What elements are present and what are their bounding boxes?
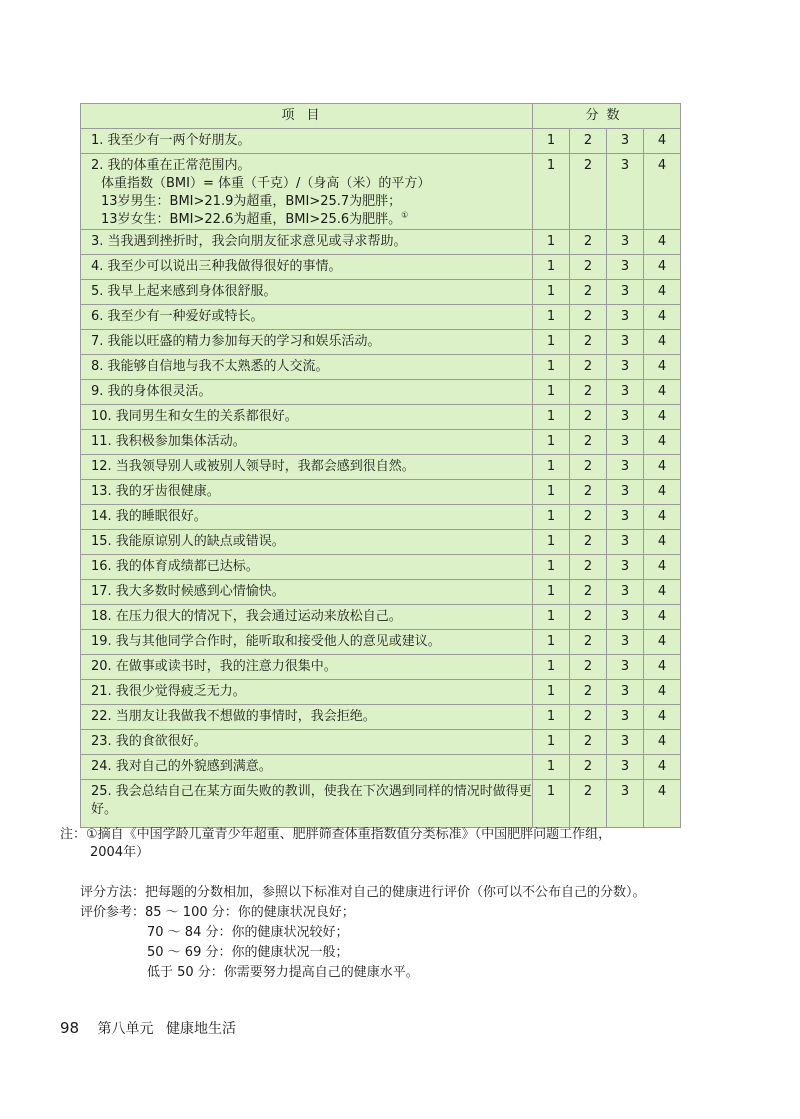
table-row bbox=[81, 430, 681, 455]
table-row bbox=[81, 305, 681, 330]
score-option-4[interactable]: 4 bbox=[644, 580, 681, 605]
score-option-3[interactable]: 3 bbox=[607, 655, 644, 680]
table-row bbox=[81, 605, 681, 630]
item-text: 2. 我的体重在正常范围内。 体重指数（BMI）= 体重（千克）/（身高（米）的平方） 13岁男生：BMI>21.9为超重，BMI>25.7为肥胖； 13岁女生：BMI>22.6为超重，BMI>25.6为肥胖。① bbox=[81, 154, 533, 230]
score-option-1[interactable]: 1 bbox=[533, 680, 570, 705]
reference-line-2: 50 ～ 69 分：你的健康状况一般； bbox=[147, 945, 349, 960]
score-option-1[interactable]: 1 bbox=[533, 154, 570, 230]
score-option-3[interactable]: 3 bbox=[607, 280, 644, 305]
score-option-1[interactable]: 1 bbox=[533, 455, 570, 480]
page-footer bbox=[60, 1018, 236, 1038]
item-text: 22. 当朋友让我做我不想做的事情时，我会拒绝。 bbox=[81, 705, 533, 730]
score-option-2[interactable]: 2 bbox=[570, 730, 607, 755]
score-option-4[interactable]: 4 bbox=[644, 655, 681, 680]
score-option-2[interactable]: 2 bbox=[570, 580, 607, 605]
score-option-1[interactable]: 1 bbox=[533, 380, 570, 405]
score-option-3[interactable]: 3 bbox=[607, 355, 644, 380]
table-row bbox=[81, 154, 681, 230]
score-option-4[interactable]: 4 bbox=[644, 255, 681, 280]
score-option-4[interactable]: 4 bbox=[644, 455, 681, 480]
item-text: 11. 我积极参加集体活动。 bbox=[81, 430, 533, 455]
table-row bbox=[81, 405, 681, 430]
page-number: 98 bbox=[60, 1019, 80, 1037]
score-option-2[interactable]: 2 bbox=[570, 280, 607, 305]
score-option-2[interactable]: 2 bbox=[570, 455, 607, 480]
table-row bbox=[81, 630, 681, 655]
score-option-3[interactable]: 3 bbox=[607, 430, 644, 455]
score-option-3[interactable]: 3 bbox=[607, 230, 644, 255]
item-text: 16. 我的体育成绩都已达标。 bbox=[81, 555, 533, 580]
score-option-3[interactable]: 3 bbox=[607, 680, 644, 705]
table-row bbox=[81, 255, 681, 280]
score-option-3[interactable]: 3 bbox=[607, 455, 644, 480]
item-text: 5. 我早上起来感到身体很舒服。 bbox=[81, 280, 533, 305]
table-row bbox=[81, 705, 681, 730]
table-header-row bbox=[81, 104, 681, 129]
item-text: 24. 我对自己的外貌感到满意。 bbox=[81, 755, 533, 780]
score-option-1[interactable]: 1 bbox=[533, 705, 570, 730]
score-option-4[interactable]: 4 bbox=[644, 129, 681, 154]
score-option-1[interactable]: 1 bbox=[533, 530, 570, 555]
header-score: 分数 bbox=[533, 104, 681, 129]
score-option-2[interactable]: 2 bbox=[570, 405, 607, 430]
score-option-1[interactable]: 1 bbox=[533, 305, 570, 330]
table-row bbox=[81, 655, 681, 680]
item-text: 4. 我至少可以说出三种我做得很好的事情。 bbox=[81, 255, 533, 280]
score-option-4[interactable]: 4 bbox=[644, 730, 681, 755]
score-option-1[interactable]: 1 bbox=[533, 555, 570, 580]
item-detail-line: 体重指数（BMI）= 体重（千克）/（身高（米）的平方） bbox=[101, 176, 431, 191]
item-text: 1. 我至少有一两个好朋友。 bbox=[81, 129, 533, 154]
table-row bbox=[81, 380, 681, 405]
score-option-2[interactable]: 2 bbox=[570, 530, 607, 555]
item-text: 7. 我能以旺盛的精力参加每天的学习和娱乐活动。 bbox=[81, 330, 533, 355]
score-option-3[interactable]: 3 bbox=[607, 705, 644, 730]
reference-line-3: 低于 50 分：你需要努力提高自己的健康水平。 bbox=[147, 965, 419, 980]
score-option-4[interactable]: 4 bbox=[644, 480, 681, 505]
item-text: 6. 我至少有一种爱好或特长。 bbox=[81, 305, 533, 330]
table-row bbox=[81, 755, 681, 780]
score-option-1[interactable]: 1 bbox=[533, 480, 570, 505]
score-option-3[interactable]: 3 bbox=[607, 305, 644, 330]
score-option-3[interactable]: 3 bbox=[607, 330, 644, 355]
scoring-method bbox=[80, 883, 760, 983]
score-option-1[interactable]: 1 bbox=[533, 355, 570, 380]
score-option-3[interactable]: 3 bbox=[607, 129, 644, 154]
score-option-2[interactable]: 2 bbox=[570, 605, 607, 630]
table-row bbox=[81, 730, 681, 755]
score-option-3[interactable]: 3 bbox=[607, 380, 644, 405]
score-option-4[interactable]: 4 bbox=[644, 230, 681, 255]
footnote bbox=[60, 826, 740, 862]
table-row bbox=[81, 280, 681, 305]
score-option-4[interactable]: 4 bbox=[644, 780, 681, 828]
score-option-4[interactable]: 4 bbox=[644, 755, 681, 780]
item-text: 12. 当我领导别人或被别人领导时，我都会感到很自然。 bbox=[81, 455, 533, 480]
score-option-1[interactable]: 1 bbox=[533, 129, 570, 154]
unit-title: 健康地生活 bbox=[166, 1021, 236, 1037]
item-text: 3. 当我遇到挫折时，我会向朋友征求意见或寻求帮助。 bbox=[81, 230, 533, 255]
score-option-2[interactable]: 2 bbox=[570, 154, 607, 230]
unit-label: 第八单元 bbox=[97, 1021, 154, 1037]
score-option-4[interactable]: 4 bbox=[644, 505, 681, 530]
score-option-2[interactable]: 2 bbox=[570, 330, 607, 355]
table-row bbox=[81, 455, 681, 480]
score-option-3[interactable]: 3 bbox=[607, 530, 644, 555]
table-row bbox=[81, 480, 681, 505]
score-option-4[interactable]: 4 bbox=[644, 530, 681, 555]
score-option-1[interactable]: 1 bbox=[533, 780, 570, 828]
item-text: 23. 我的食欲很好。 bbox=[81, 730, 533, 755]
score-option-4[interactable]: 4 bbox=[644, 355, 681, 380]
score-option-1[interactable]: 1 bbox=[533, 730, 570, 755]
item-text: 8. 我能够自信地与我不太熟悉的人交流。 bbox=[81, 355, 533, 380]
score-option-2[interactable]: 2 bbox=[570, 680, 607, 705]
table-row bbox=[81, 680, 681, 705]
reference-title: 评价参考：85 ～ 100 分：你的健康状况良好； bbox=[80, 905, 355, 920]
score-option-2[interactable]: 2 bbox=[570, 305, 607, 330]
table-body bbox=[81, 129, 681, 828]
score-option-1[interactable]: 1 bbox=[533, 630, 570, 655]
table-row bbox=[81, 330, 681, 355]
score-option-2[interactable]: 2 bbox=[570, 230, 607, 255]
score-option-2[interactable]: 2 bbox=[570, 705, 607, 730]
score-option-4[interactable]: 4 bbox=[644, 605, 681, 630]
score-option-1[interactable]: 1 bbox=[533, 230, 570, 255]
score-option-1[interactable]: 1 bbox=[533, 505, 570, 530]
score-option-2[interactable]: 2 bbox=[570, 255, 607, 280]
score-option-3[interactable]: 3 bbox=[607, 405, 644, 430]
footnote-mark: ① bbox=[401, 210, 409, 220]
item-text: 10. 我同男生和女生的关系都很好。 bbox=[81, 405, 533, 430]
score-option-3[interactable]: 3 bbox=[607, 555, 644, 580]
score-option-4[interactable]: 4 bbox=[644, 154, 681, 230]
score-option-2[interactable]: 2 bbox=[570, 755, 607, 780]
score-option-4[interactable]: 4 bbox=[644, 405, 681, 430]
item-text: 9. 我的身体很灵活。 bbox=[81, 380, 533, 405]
item-detail-line: 13岁男生：BMI>21.9为超重，BMI>25.7为肥胖； bbox=[101, 194, 402, 209]
reference-line-1: 70 ～ 84 分：你的健康状况较好； bbox=[147, 925, 349, 940]
item-text: 13. 我的牙齿很健康。 bbox=[81, 480, 533, 505]
score-option-4[interactable]: 4 bbox=[644, 280, 681, 305]
score-option-3[interactable]: 3 bbox=[607, 605, 644, 630]
footnote-line2: 2004年） bbox=[90, 845, 150, 860]
score-option-4[interactable]: 4 bbox=[644, 680, 681, 705]
health-checklist-table bbox=[80, 103, 681, 828]
score-option-4[interactable]: 4 bbox=[644, 380, 681, 405]
footnote-line1: 注：①摘自《中国学龄儿童青少年超重、肥胖筛查体重指数值分类标准》（中国肥胖问题工作组， bbox=[60, 827, 612, 842]
score-option-3[interactable]: 3 bbox=[607, 505, 644, 530]
header-item: 项目 bbox=[81, 104, 533, 129]
table-row bbox=[81, 129, 681, 154]
score-option-3[interactable]: 3 bbox=[607, 630, 644, 655]
item-text: 21. 我很少觉得疲乏无力。 bbox=[81, 680, 533, 705]
score-option-2[interactable]: 2 bbox=[570, 780, 607, 828]
score-option-3[interactable]: 3 bbox=[607, 255, 644, 280]
item-text: 25. 我会总结自己在某方面失败的教训，使我在下次遇到同样的情况时做得更好。 bbox=[81, 780, 533, 828]
table-row bbox=[81, 580, 681, 605]
item-text: 19. 我与其他同学合作时，能听取和接受他人的意见或建议。 bbox=[81, 630, 533, 655]
score-option-1[interactable]: 1 bbox=[533, 280, 570, 305]
table-row bbox=[81, 780, 681, 828]
score-option-1[interactable]: 1 bbox=[533, 405, 570, 430]
table-row bbox=[81, 230, 681, 255]
score-option-1[interactable]: 1 bbox=[533, 580, 570, 605]
score-option-3[interactable]: 3 bbox=[607, 730, 644, 755]
score-option-2[interactable]: 2 bbox=[570, 480, 607, 505]
table-row bbox=[81, 555, 681, 580]
score-option-2[interactable]: 2 bbox=[570, 655, 607, 680]
score-option-1[interactable]: 1 bbox=[533, 430, 570, 455]
score-option-4[interactable]: 4 bbox=[644, 430, 681, 455]
table-row bbox=[81, 355, 681, 380]
score-option-1[interactable]: 1 bbox=[533, 330, 570, 355]
item-text: 14. 我的睡眠很好。 bbox=[81, 505, 533, 530]
score-option-2[interactable]: 2 bbox=[570, 129, 607, 154]
item-text: 18. 在压力很大的情况下，我会通过运动来放松自己。 bbox=[81, 605, 533, 630]
table-row bbox=[81, 505, 681, 530]
score-option-2[interactable]: 2 bbox=[570, 555, 607, 580]
score-option-2[interactable]: 2 bbox=[570, 430, 607, 455]
score-option-2[interactable]: 2 bbox=[570, 380, 607, 405]
item-text: 17. 我大多数时候感到心情愉快。 bbox=[81, 580, 533, 605]
score-option-3[interactable]: 3 bbox=[607, 755, 644, 780]
score-option-4[interactable]: 4 bbox=[644, 705, 681, 730]
score-option-2[interactable]: 2 bbox=[570, 505, 607, 530]
table-row bbox=[81, 530, 681, 555]
method-line: 评分方法：把每题的分数相加，参照以下标准对自己的健康进行评价（你可以不公布自己的分数）。 bbox=[80, 885, 646, 900]
score-option-3[interactable]: 3 bbox=[607, 580, 644, 605]
item-detail-line: 13岁女生：BMI>22.6为超重，BMI>25.6为肥胖。① bbox=[101, 210, 409, 227]
score-option-3[interactable]: 3 bbox=[607, 480, 644, 505]
score-option-1[interactable]: 1 bbox=[533, 255, 570, 280]
item-text: 20. 在做事或读书时，我的注意力很集中。 bbox=[81, 655, 533, 680]
score-option-4[interactable]: 4 bbox=[644, 305, 681, 330]
score-option-2[interactable]: 2 bbox=[570, 630, 607, 655]
score-option-1[interactable]: 1 bbox=[533, 605, 570, 630]
score-option-3[interactable]: 3 bbox=[607, 154, 644, 230]
item-text: 15. 我能原谅别人的缺点或错误。 bbox=[81, 530, 533, 555]
score-option-1[interactable]: 1 bbox=[533, 655, 570, 680]
score-option-1[interactable]: 1 bbox=[533, 755, 570, 780]
score-option-3[interactable]: 3 bbox=[607, 780, 644, 828]
score-option-4[interactable]: 4 bbox=[644, 555, 681, 580]
score-option-2[interactable]: 2 bbox=[570, 355, 607, 380]
score-option-4[interactable]: 4 bbox=[644, 330, 681, 355]
score-option-4[interactable]: 4 bbox=[644, 630, 681, 655]
